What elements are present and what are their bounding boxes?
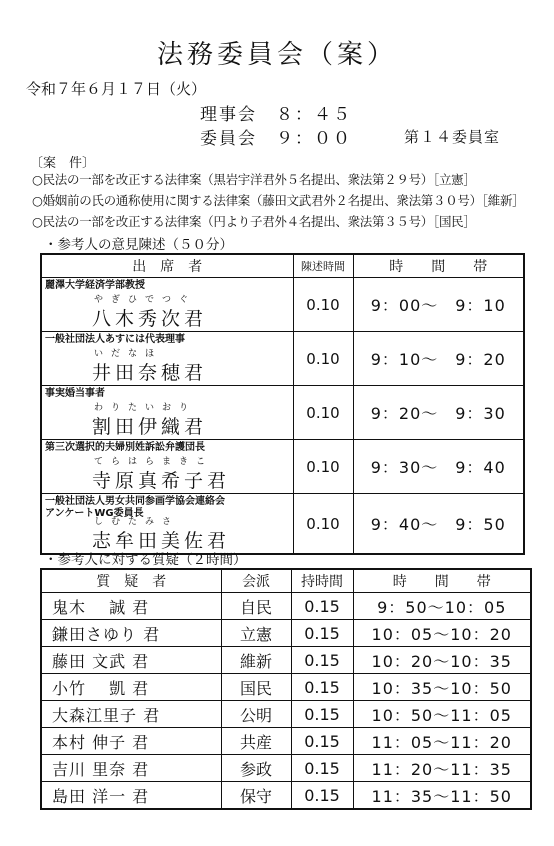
questions-heading: ・参考人に対する質疑（２時間） <box>44 552 247 568</box>
duration: 0.15 <box>291 620 353 647</box>
agenda-item: ○民法の一部を改正する法律案（円より子君外４名提出、衆法第３５号）［国民］ <box>32 214 476 229</box>
table-row <box>41 593 531 620</box>
table-row <box>41 278 524 332</box>
affiliation: 麗澤大学経済学部教授 <box>45 280 145 291</box>
party: 共産 <box>221 728 291 755</box>
table-row <box>41 728 531 755</box>
column-header: 時 間 帯 <box>353 569 531 593</box>
affiliation: 第三次選択的夫婦別姓訴訟弁護団長 <box>45 442 205 453</box>
board-meeting-time: 理事会 ８：４５ <box>200 105 352 125</box>
name-ruby: わりたいおり <box>94 403 197 413</box>
party: 公明 <box>221 701 291 728</box>
duration: 0.10 <box>293 278 353 332</box>
questioner-name: 本村 伸子 君 <box>41 728 221 755</box>
agenda-item: ○民法の一部を改正する法律案（黒岩宇洋君外５名提出、衆法第２９号）［立憲］ <box>32 172 476 187</box>
meeting-room: 第１４委員室 <box>404 128 501 146</box>
name-ruby: てらはらまきこ <box>94 457 214 467</box>
column-header: 会派 <box>221 569 291 593</box>
column-header: 質 疑 者 <box>41 569 221 593</box>
party: 立憲 <box>221 620 291 647</box>
time-slot: 9：30〜 9：40 <box>353 440 524 494</box>
duration: 0.15 <box>291 728 353 755</box>
attendee-name: 志牟田美佐君 <box>92 530 231 552</box>
table-header-row <box>41 254 524 278</box>
duration: 0.10 <box>293 386 353 440</box>
duration: 0.10 <box>293 332 353 386</box>
table-row <box>41 755 531 782</box>
table-row <box>41 701 531 728</box>
time-slot: 11：20〜11：35 <box>353 755 531 782</box>
time-slot: 9：00〜 9：10 <box>353 278 524 332</box>
time-slot: 11：35〜11：50 <box>353 782 531 810</box>
time-slot: 9：10〜 9：20 <box>353 332 524 386</box>
questions-table <box>40 568 532 810</box>
questioner-name: 小竹 凱 君 <box>41 674 221 701</box>
duration: 0.15 <box>291 647 353 674</box>
table-row <box>41 332 524 386</box>
duration: 0.15 <box>291 674 353 701</box>
duration: 0.10 <box>293 494 353 555</box>
affiliation: 一般社団法人男女共同参画学協会連絡会 アンケートWG委員長 <box>45 496 225 519</box>
attendee-cell <box>41 278 293 332</box>
questioner-name: 鬼木 誠 君 <box>41 593 221 620</box>
affiliation: 事実婚当事者 <box>45 388 105 399</box>
time-slot: 9：40〜 9：50 <box>353 494 524 555</box>
duration: 0.15 <box>291 701 353 728</box>
name-ruby: やぎひでつぐ <box>94 295 197 305</box>
party: 維新 <box>221 647 291 674</box>
questioner-name: 吉川 里奈 君 <box>41 755 221 782</box>
table-row <box>41 386 524 440</box>
table-row <box>41 494 524 555</box>
attendee-cell <box>41 494 293 555</box>
column-header: 出 席 者 <box>41 254 293 278</box>
opinion-heading: ・参考人の意見陳述（５０分） <box>44 237 233 253</box>
attendee-name: 寺原真希子君 <box>92 470 231 492</box>
table-row <box>41 620 531 647</box>
questioner-name: 島田 洋一 君 <box>41 782 221 810</box>
affiliation: 一般社団法人あすには代表理事 <box>45 334 185 345</box>
opinion-table <box>40 253 525 555</box>
time-slot: 10：50〜11：05 <box>353 701 531 728</box>
time-slot: 10：35〜10：50 <box>353 674 531 701</box>
duration: 0.15 <box>291 755 353 782</box>
questioner-name: 大森江里子 君 <box>41 701 221 728</box>
party: 参政 <box>221 755 291 782</box>
agenda-item: ○婚姻前の氏の通称使用に関する法律案（藤田文武君外２名提出、衆法第３０号）［維新］ <box>32 193 525 208</box>
table-row <box>41 440 524 494</box>
attendee-cell <box>41 440 293 494</box>
attendee-name: 割田伊織君 <box>92 416 208 438</box>
attendee-name: 八木秀次君 <box>92 308 208 330</box>
committee-meeting-time: 委員会 ９：００ <box>200 129 352 149</box>
attendee-name: 井田奈穂君 <box>92 362 208 384</box>
table-header-row <box>41 569 531 593</box>
duration: 0.15 <box>291 782 353 810</box>
questioner-name: 鎌田さゆり 君 <box>41 620 221 647</box>
name-ruby: いだなほ <box>94 349 163 359</box>
table-row <box>41 647 531 674</box>
party: 国民 <box>221 674 291 701</box>
time-slot: 9：20〜 9：30 <box>353 386 524 440</box>
time-slot: 10：05〜10：20 <box>353 620 531 647</box>
time-slot: 11：05〜11：20 <box>353 728 531 755</box>
document-title: 法務委員会（案） <box>156 40 397 70</box>
attendee-cell <box>41 386 293 440</box>
duration: 0.10 <box>293 440 353 494</box>
table-row <box>41 674 531 701</box>
questioner-name: 藤田 文武 君 <box>41 647 221 674</box>
table-row <box>41 782 531 810</box>
column-header: 時 間 帯 <box>353 254 524 278</box>
agenda-section-label: 〔案 件〕 <box>30 156 96 171</box>
name-ruby: しむたみさ <box>94 517 180 527</box>
party: 自民 <box>221 593 291 620</box>
duration: 0.15 <box>291 593 353 620</box>
column-header: 陳述時間 <box>293 254 353 278</box>
attendee-cell <box>41 332 293 386</box>
column-header: 持時間 <box>291 569 353 593</box>
party: 保守 <box>221 782 291 810</box>
time-slot: 10：20〜10：35 <box>353 647 531 674</box>
meeting-date: 令和７年６月１７日（火） <box>26 80 207 98</box>
time-slot: 9：50〜10：05 <box>353 593 531 620</box>
